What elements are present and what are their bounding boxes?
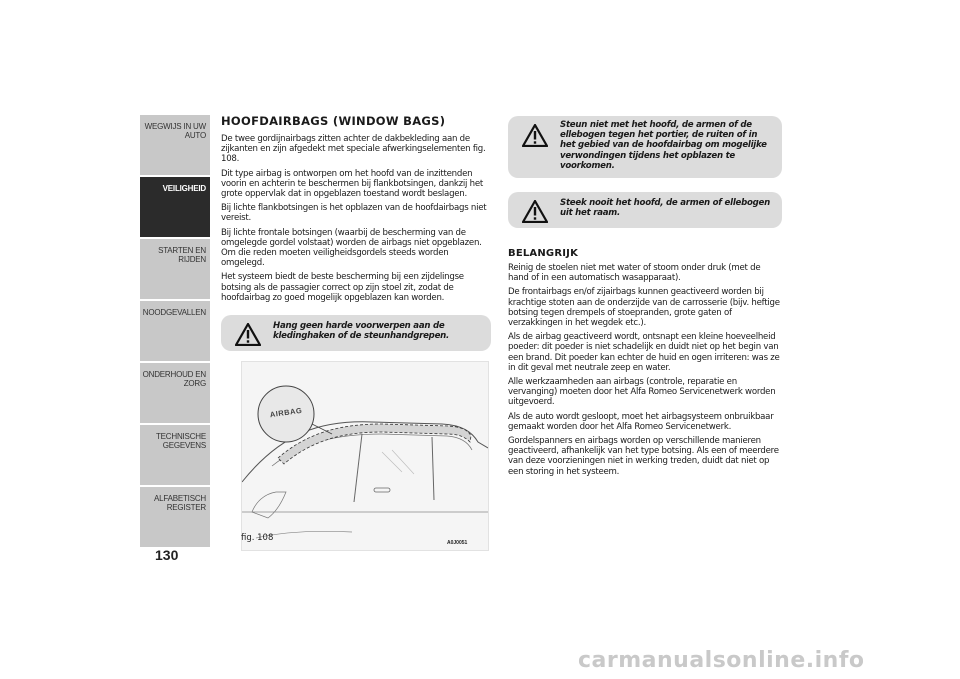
- warning-box: [221, 315, 491, 351]
- tab-label: AUTO: [184, 131, 206, 140]
- tab-label: VEILIGHEID: [162, 184, 206, 193]
- tab-veiligheid[interactable]: [140, 177, 210, 237]
- tab-label: GEGEVENS: [162, 441, 206, 450]
- tab-label: NOODGEVALLEN: [142, 308, 206, 317]
- warning-text: Steun niet met het hoofd, de armen of de ellebogen tegen het portier, de ruiten of in het gebied van de hoofdairbag om mogelijke verwondingen tijdens het opblazen te voorkomen.: [560, 120, 767, 171]
- tab-noodgevallen[interactable]: [140, 301, 210, 361]
- warning-triangle-icon: [522, 124, 548, 147]
- right-column: [508, 114, 782, 481]
- warning-box: [508, 116, 782, 178]
- paragraph: De twee gordijnairbags zitten achter de dakbekleding aan de zijkanten en zijn afgedekt met speciale afwerkingselementen fig. 108.: [221, 134, 486, 165]
- section-title: HOOFDAIRBAGS (WINDOW BAGS): [221, 114, 446, 128]
- tab-technische-gegevens[interactable]: [140, 425, 210, 485]
- tab-wegwijs[interactable]: [140, 115, 210, 175]
- paragraph: Als de airbag geactiveerd wordt, ontsnapt een kleine hoeveelheid poeder: dit poeder is niet schadelijk en duidt niet op het begin van een brand. Dit poeder kan echter de huid en ogen irriteren: was ze in dit geval met neutrale zeep en water.: [508, 332, 780, 373]
- paragraph: Dit type airbag is ontworpen om het hoofd van de inzittenden voorin en achterin te beschermen bij flankbotsingen, dankzij het grote oppervlak dat in opgeblazen toestand wordt beslagen.: [221, 168, 484, 200]
- warning-text: Steek nooit het hoofd, de armen of ellebogen uit het raam.: [560, 198, 770, 219]
- tab-label: REGISTER: [166, 503, 206, 512]
- tab-onderhoud-en-zorg[interactable]: [140, 363, 210, 423]
- warning-text: Hang geen harde voorwerpen aan de kledinghaken of de steunhandgrepen.: [273, 321, 450, 342]
- warning-triangle-icon: [522, 200, 548, 223]
- figure-caption: fig. 108: [241, 533, 274, 543]
- warning-triangle-icon: [235, 323, 261, 346]
- tab-starten-en-rijden[interactable]: [140, 239, 210, 299]
- tab-label: ONDERHOUD EN: [142, 370, 206, 379]
- airbag-label: AIRBAG: [269, 405, 303, 420]
- paragraph: Als de auto wordt gesloopt, moet het airbagsysteem onbruikbaar gemaakt worden door het Alfa Romeo Servicenetwerk.: [508, 411, 774, 432]
- paragraph: De frontairbags en/of zijairbags kunnen geactiveerd worden bij krachtige stoten aan de onderzijde van de carrosserie (bijv. heftige botsing tegen drempels of stoepranden, grote gaten of verzakkingen in het wegdek etc.).: [508, 287, 780, 329]
- tab-label: TECHNISCHE: [155, 432, 206, 441]
- warning-box: [508, 192, 782, 228]
- tab-label: ALFABETISCH: [153, 494, 206, 503]
- watermark: carmanualsonline.info: [578, 648, 865, 673]
- page-number: 130: [155, 547, 179, 563]
- paragraph: Alle werkzaamheden aan airbags (controle, reparatie en vervanging) moeten door het Alfa Romeo Servicenetwerk worden uitgevoerd.: [508, 377, 776, 408]
- tab-label: ZORG: [183, 379, 206, 388]
- paragraph: Reinig de stoelen niet met water of stoom onder druk (met de hand of in een automatisch wasapparaat).: [508, 263, 761, 284]
- paragraph: Het systeem biedt de beste bescherming bij een zijdelingse botsing als de passagier correct op zijn stoel zit, zodat de hoofdairbag zo goed mogelijk opgeblazen kan worden.: [221, 272, 464, 303]
- figure-code: A0J0051: [447, 540, 468, 546]
- paragraph: Bij lichte flankbotsingen is het opblazen van de hoofdairbags niet vereist.: [221, 203, 487, 224]
- left-column: [221, 114, 491, 551]
- car-window-airbag-illustration: [242, 362, 488, 550]
- tab-label: STARTEN EN RIJDEN: [158, 246, 206, 264]
- tab-alfabetisch-register[interactable]: [140, 487, 210, 547]
- subsection-title: BELANGRIJK: [508, 248, 579, 259]
- tab-label: WEGWIJS IN UW: [144, 122, 206, 131]
- paragraph: Bij lichte frontale botsingen (waarbij de bescherming van de omgelegde gordel volstaat) worden de airbags niet opgeblazen. Om die reden moeten veiligheidsgordels steeds worden omgelegd.: [221, 227, 482, 269]
- paragraph: Gordelspanners en airbags worden op verschillende manieren geactiveerd, afhankelijk van het type botsing. Als een of meerdere van deze voorzieningen niet in werking treden, duidt dat niet op een storing in het systeem.: [508, 436, 779, 477]
- figure-108: [241, 361, 489, 551]
